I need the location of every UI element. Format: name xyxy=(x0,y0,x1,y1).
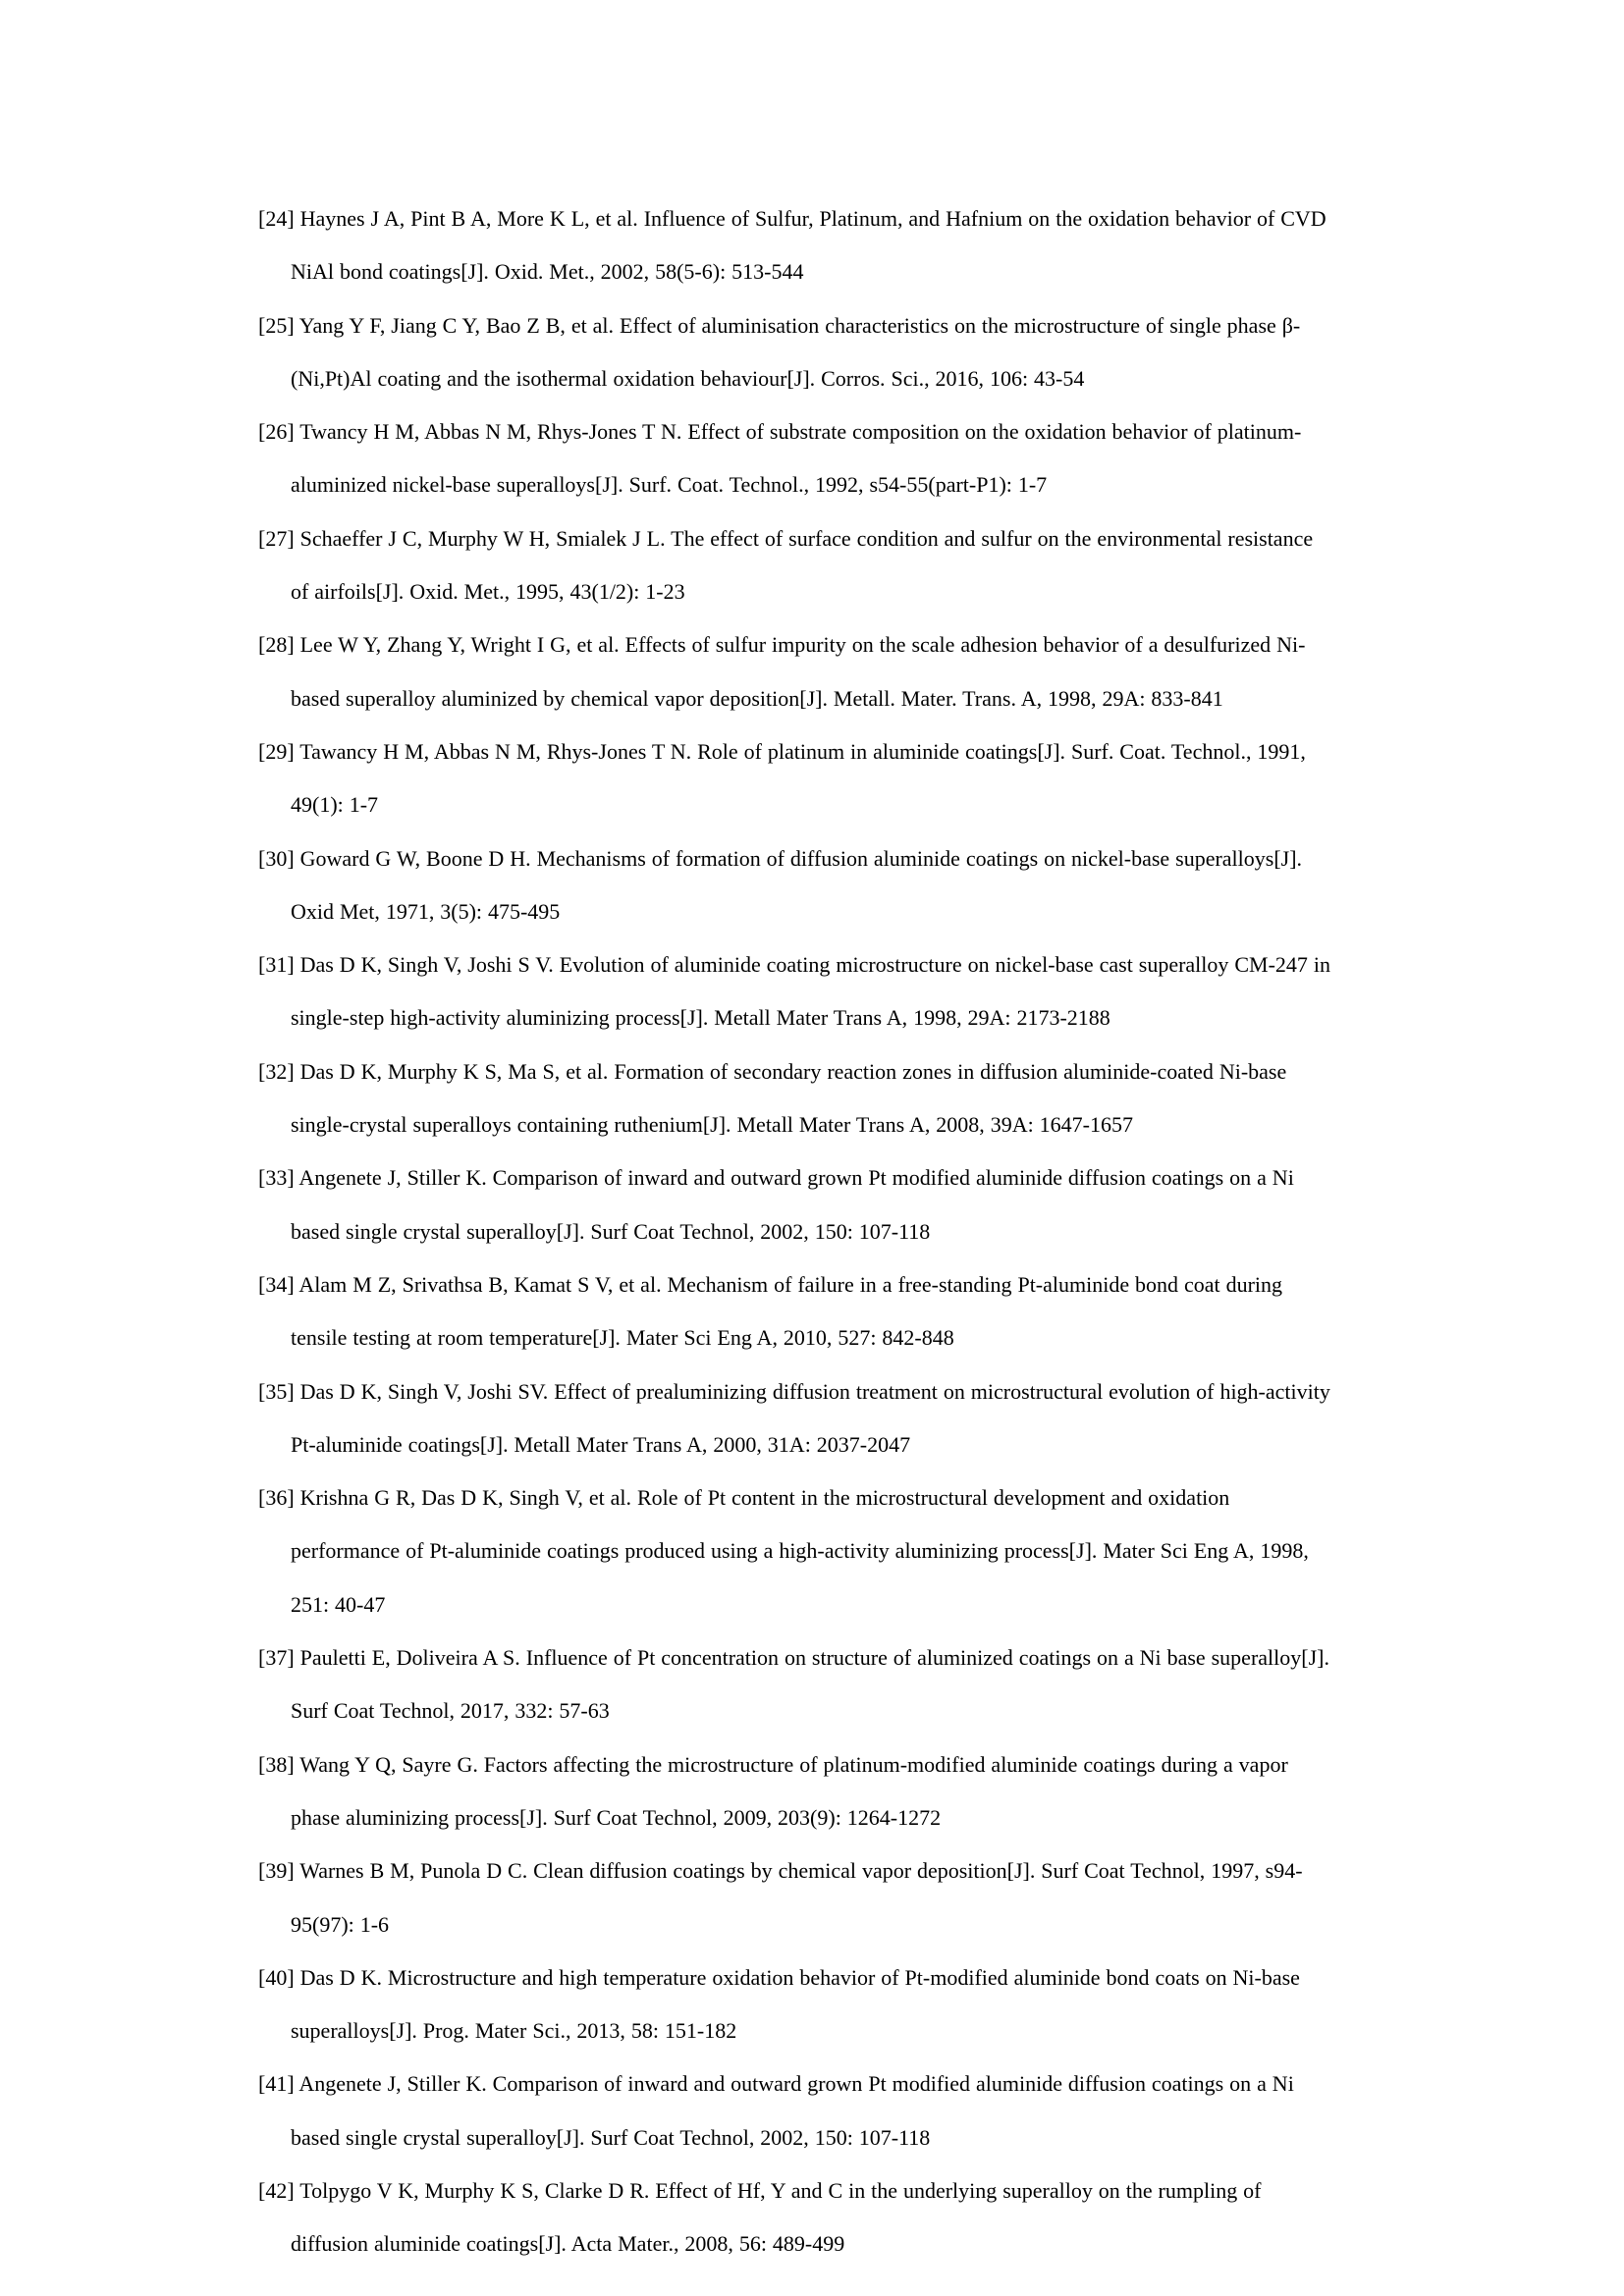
reference-text: Tolpygo V K, Murphy K S, Clarke D R. Effect of Hf, Y and C in the underlying superalloy on the rumpling of diffusion aluminide coatings[J]. Acta Mater., 2008, 56: 489-499 xyxy=(291,2177,1262,2257)
reference-number: [36] xyxy=(258,1485,295,1511)
reference-text: Twancy H M, Abbas N M, Rhys-Jones T N. Effect of substrate composition on the oxidation behavior of platinum-aluminized nickel-base superalloys[J]. Surf. Coat. Technol., 1992, s54-55(part-P1): 1-7 xyxy=(291,419,1302,498)
reference-text: Tawancy H M, Abbas N M, Rhys-Jones T N. Role of platinum in aluminide coatings[J]. Surf. Coat. Technol., 1991, 49(1): 1-7 xyxy=(291,738,1306,818)
reference-text: Yang Y F, Jiang C Y, Bao Z B, et al. Effect of aluminisation characteristics on the microstructure of single phase β-(Ni,Pt)Al coating and the isothermal oxidation behaviour[J]. Corros. Sci., 2016, 106: 43-54 xyxy=(291,312,1301,391)
reference-text: Das D K, Singh V, Joshi SV. Effect of prealuminizing diffusion treatment on microstructural evolution of high-activity Pt-aluminide coatings[J]. Metall Mater Trans A, 2000, 31A: 2037-2047 xyxy=(291,1378,1330,1457)
reference-number: [41] xyxy=(258,2071,295,2097)
reference-text: Schaeffer J C, Murphy W H, Smialek J L. The effect of surface condition and sulfur on the environmental resistance of airfoils[J]. Oxid. Met., 1995, 43(1/2): 1-23 xyxy=(291,525,1314,605)
reference-number: [24] xyxy=(258,206,295,231)
reference-number: [34] xyxy=(258,1271,295,1297)
reference-number: [37] xyxy=(258,1645,295,1671)
reference-item xyxy=(258,1631,1335,1738)
reference-item xyxy=(258,299,1335,406)
reference-number: [38] xyxy=(258,1751,295,1777)
reference-text: Das D K, Singh V, Joshi S V. Evolution of aluminide coating microstructure on nickel-base cast superalloy CM-247 in single-step high-activity aluminizing process[J]. Metall Mater Trans A, 1998, 29A: 2173-2188 xyxy=(291,952,1330,1031)
reference-number: [39] xyxy=(258,1858,295,1884)
reference-number: [28] xyxy=(258,632,295,658)
reference-text: Warnes B M, Punola D C. Clean diffusion coatings by chemical vapor deposition[J]. Surf Coat Technol, 1997, s94-95(97): 1-6 xyxy=(291,1858,1303,1937)
reference-item xyxy=(258,1951,1335,2058)
reference-item xyxy=(258,1471,1335,1631)
reference-text: Angenete J, Stiller K. Comparison of inward and outward grown Pt modified aluminide diffusion coatings on a Ni based single crystal superalloy[J]. Surf Coat Technol, 2002, 150: 107-118 xyxy=(291,1165,1294,1244)
reference-number: [30] xyxy=(258,845,295,871)
reference-number: [32] xyxy=(258,1058,295,1084)
reference-number: [27] xyxy=(258,525,295,551)
reference-number: [25] xyxy=(258,312,295,338)
reference-item xyxy=(258,512,1335,619)
reference-item xyxy=(258,2057,1335,2164)
reference-item xyxy=(258,1045,1335,1152)
reference-text: Angenete J, Stiller K. Comparison of inward and outward grown Pt modified aluminide diffusion coatings on a Ni based single crystal superalloy[J]. Surf Coat Technol, 2002, 150: 107-118 xyxy=(291,2071,1294,2150)
reference-item xyxy=(258,618,1335,725)
reference-text: Lee W Y, Zhang Y, Wright I G, et al. Effects of sulfur impurity on the scale adhesion behavior of a desulfurized Ni-based superalloy aluminized by chemical vapor deposition[J]. Metall. Mater. Trans. A, 1998, 29A: 833-841 xyxy=(291,632,1306,711)
reference-item xyxy=(258,2164,1335,2271)
reference-item xyxy=(258,725,1335,832)
reference-item xyxy=(258,405,1335,512)
reference-text: Das D K, Murphy K S, Ma S, et al. Formation of secondary reaction zones in diffusion aluminide-coated Ni-base single-crystal superalloys containing ruthenium[J]. Metall Mater Trans A, 2008, 39A: 1647-1657 xyxy=(291,1058,1287,1138)
reference-text: Wang Y Q, Sayre G. Factors affecting the microstructure of platinum-modified aluminide coatings during a vapor phase aluminizing process[J]. Surf Coat Technol, 2009, 203(9): 1264-1272 xyxy=(291,1751,1288,1830)
reference-item xyxy=(258,1844,1335,1951)
reference-number: [42] xyxy=(258,2177,295,2203)
reference-text: Alam M Z, Srivathsa B, Kamat S V, et al. Mechanism of failure in a free-standing Pt-aluminide bond coat during tensile testing at room temperature[J]. Mater Sci Eng A, 2010, 527: 842-848 xyxy=(291,1271,1283,1351)
reference-item xyxy=(258,1151,1335,1258)
reference-number: [40] xyxy=(258,1964,295,1990)
reference-text: Goward G W, Boone D H. Mechanisms of formation of diffusion aluminide coatings on nickel-base superalloys[J]. Oxid Met, 1971, 3(5): 475-495 xyxy=(291,845,1303,924)
reference-number: [33] xyxy=(258,1165,295,1191)
reference-number: [26] xyxy=(258,419,295,445)
reference-text: Krishna G R, Das D K, Singh V, et al. Role of Pt content in the microstructural development and oxidation performance of Pt-aluminide coatings produced using a high-activity aluminizing process[J]. Mater Sci Eng A, 1998, 251: 40-47 xyxy=(291,1485,1309,1617)
reference-item xyxy=(258,832,1335,939)
reference-item xyxy=(258,938,1335,1045)
reference-text: Das D K. Microstructure and high temperature oxidation behavior of Pt-modified aluminide bond coats on Ni-base superalloys[J]. Prog. Mater Sci., 2013, 58: 151-182 xyxy=(291,1964,1300,2044)
reference-number: [35] xyxy=(258,1378,295,1404)
reference-item xyxy=(258,1365,1335,1472)
reference-item xyxy=(258,1258,1335,1365)
reference-item xyxy=(258,1738,1335,1845)
reference-number: [29] xyxy=(258,738,295,764)
reference-number: [31] xyxy=(258,952,295,978)
reference-text: Pauletti E, Doliveira A S. Influence of Pt concentration on structure of aluminized coatings on a Ni base superalloy[J]. Surf Coat Technol, 2017, 332: 57-63 xyxy=(291,1645,1329,1724)
reference-text: Haynes J A, Pint B A, More K L, et al. Influence of Sulfur, Platinum, and Hafnium on the oxidation behavior of CVD NiAl bond coatings[J]. Oxid. Met., 2002, 58(5-6): 513-544 xyxy=(291,206,1326,285)
references-list xyxy=(258,192,1335,2271)
reference-item xyxy=(258,192,1335,299)
